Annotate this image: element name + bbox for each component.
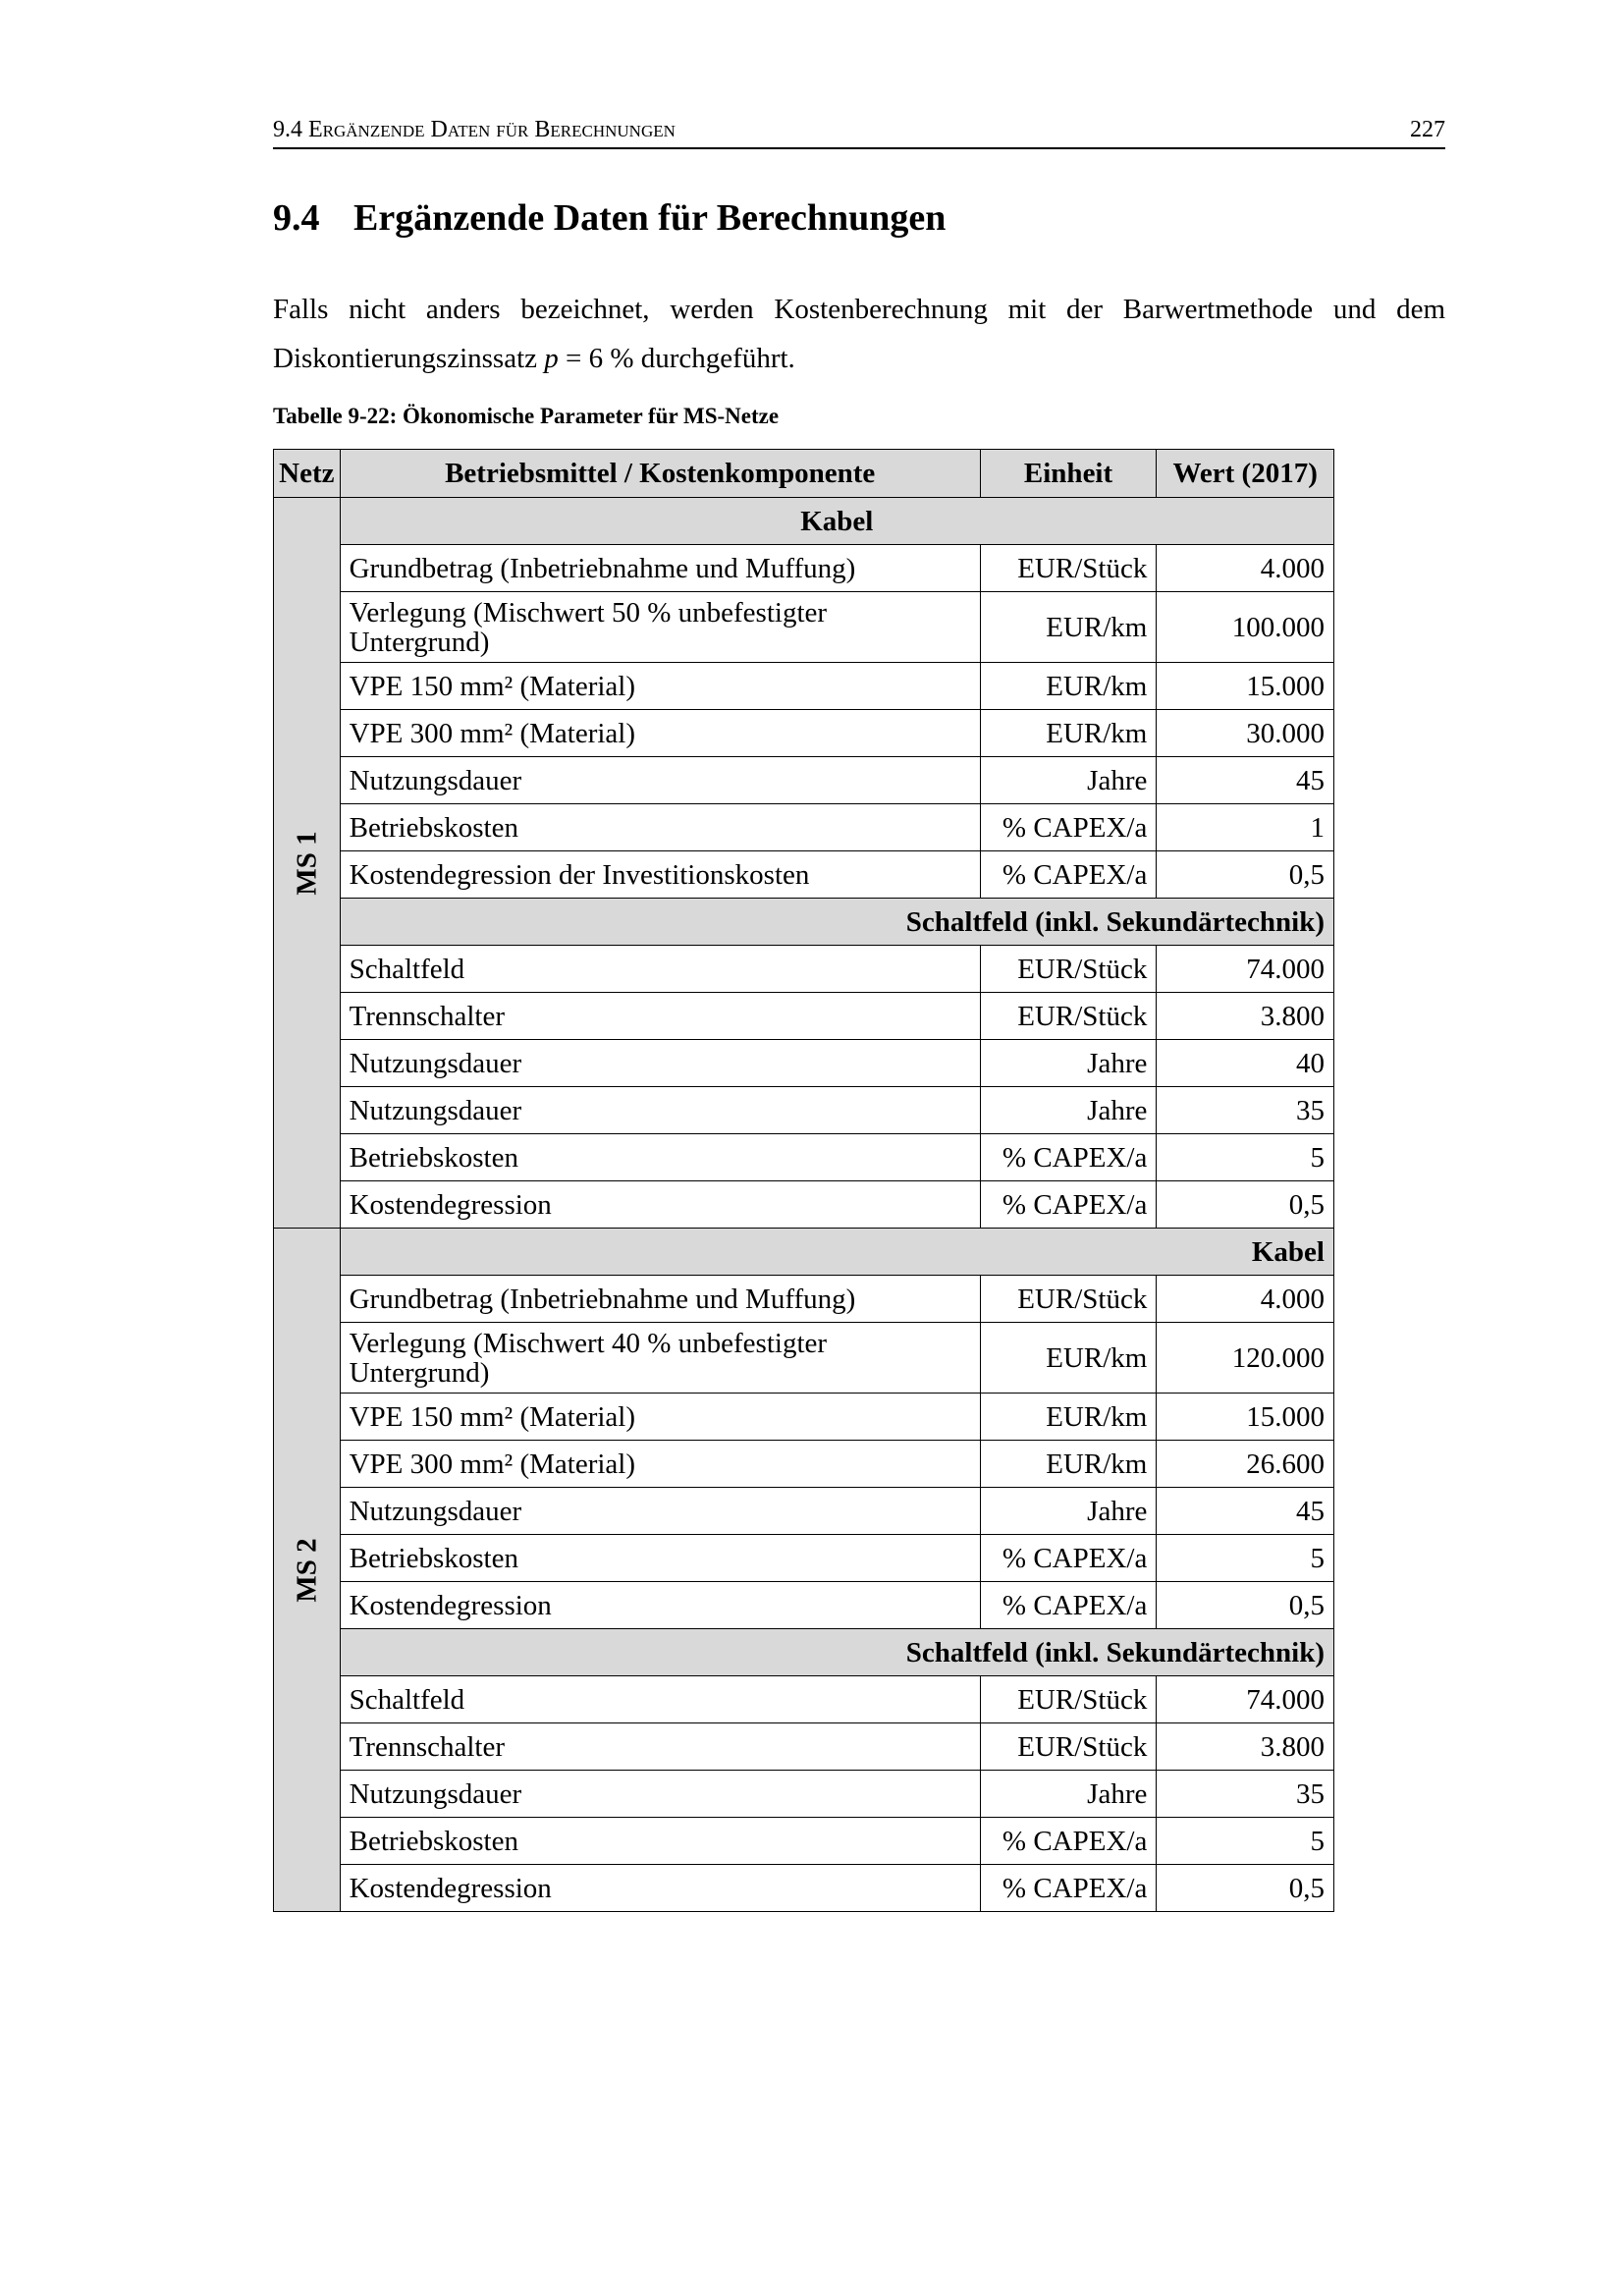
- value-cell: 4.000: [1157, 545, 1334, 592]
- component-cell: Nutzungsdauer: [340, 1040, 980, 1087]
- component-cell: Kostendegression der Investitionskosten: [340, 851, 980, 899]
- value-cell: 0,5: [1157, 1865, 1334, 1912]
- table-row: [274, 545, 1334, 592]
- paragraph-variable: p: [544, 343, 559, 374]
- section-title: Schaltfeld (inkl. Sekundärtechnik): [340, 899, 1333, 946]
- unit-cell: Jahre: [980, 1488, 1157, 1535]
- unit-cell: % CAPEX/a: [980, 1818, 1157, 1865]
- value-cell: 15.000: [1157, 1394, 1334, 1441]
- value-cell: 74.000: [1157, 946, 1334, 993]
- table-row: [274, 1441, 1334, 1488]
- running-header: [273, 110, 1445, 149]
- table-row: [274, 1323, 1334, 1394]
- value-cell: 26.600: [1157, 1441, 1334, 1488]
- netz-label: [274, 498, 341, 1229]
- table-row: [274, 1488, 1334, 1535]
- component-cell: Trennschalter: [340, 1723, 980, 1771]
- value-cell: 100.000: [1157, 592, 1334, 663]
- value-cell: 0,5: [1157, 851, 1334, 899]
- section-header-row: [274, 498, 1334, 545]
- value-cell: 0,5: [1157, 1181, 1334, 1229]
- table-row: [274, 1865, 1334, 1912]
- component-cell: Trennschalter: [340, 993, 980, 1040]
- unit-cell: EUR/km: [980, 1323, 1157, 1394]
- unit-cell: Jahre: [980, 1040, 1157, 1087]
- unit-cell: EUR/km: [980, 710, 1157, 757]
- netz-label: [274, 1229, 341, 1912]
- component-cell: Kostendegression: [340, 1865, 980, 1912]
- table-row: [274, 1723, 1334, 1771]
- unit-cell: Jahre: [980, 1087, 1157, 1134]
- unit-cell: EUR/Stück: [980, 946, 1157, 993]
- component-cell: Betriebskosten: [340, 1535, 980, 1582]
- value-cell: 30.000: [1157, 710, 1334, 757]
- paragraph-text-end: = 6 % durchgeführt.: [558, 343, 795, 374]
- table-row: [274, 710, 1334, 757]
- header-unit: Einheit: [980, 450, 1157, 498]
- table-row: [274, 804, 1334, 851]
- table-row: [274, 851, 1334, 899]
- component-cell: Kostendegression: [340, 1582, 980, 1629]
- unit-cell: % CAPEX/a: [980, 1865, 1157, 1912]
- section-header-row: [274, 899, 1334, 946]
- unit-cell: EUR/Stück: [980, 1676, 1157, 1723]
- value-cell: 5: [1157, 1818, 1334, 1865]
- component-cell: Nutzungsdauer: [340, 1771, 980, 1818]
- netz-label-text: MS 2: [291, 1537, 323, 1603]
- table-row: [274, 1535, 1334, 1582]
- component-cell: Betriebskosten: [340, 1818, 980, 1865]
- value-cell: 40: [1157, 1040, 1334, 1087]
- table-row: [274, 946, 1334, 993]
- header-netz: Netz: [274, 450, 341, 498]
- unit-cell: Jahre: [980, 1771, 1157, 1818]
- unit-cell: EUR/Stück: [980, 993, 1157, 1040]
- component-cell: Betriebskosten: [340, 1134, 980, 1181]
- unit-cell: % CAPEX/a: [980, 1582, 1157, 1629]
- unit-cell: EUR/km: [980, 592, 1157, 663]
- component-cell: VPE 150 mm² (Material): [340, 663, 980, 710]
- table-row: [274, 1181, 1334, 1229]
- component-cell: Verlegung (Mischwert 40 % unbefestigter Untergrund): [340, 1323, 980, 1394]
- unit-cell: Jahre: [980, 757, 1157, 804]
- unit-cell: EUR/km: [980, 1441, 1157, 1488]
- table-row: [274, 1040, 1334, 1087]
- table-row: [274, 1134, 1334, 1181]
- unit-cell: % CAPEX/a: [980, 1535, 1157, 1582]
- table-row: [274, 993, 1334, 1040]
- value-cell: 3.800: [1157, 993, 1334, 1040]
- table-row: [274, 663, 1334, 710]
- value-cell: 4.000: [1157, 1276, 1334, 1323]
- table-row: [274, 757, 1334, 804]
- value-cell: 1: [1157, 804, 1334, 851]
- component-cell: Nutzungsdauer: [340, 1087, 980, 1134]
- component-cell: Nutzungsdauer: [340, 757, 980, 804]
- value-cell: 3.800: [1157, 1723, 1334, 1771]
- section-title: Kabel: [340, 498, 1333, 545]
- table-row: [274, 1771, 1334, 1818]
- running-header-section: 9.4 Ergänzende Daten für Berechnungen: [273, 117, 676, 142]
- value-cell: 35: [1157, 1771, 1334, 1818]
- section-title: Ergänzende Daten für Berechnungen: [353, 197, 947, 239]
- component-cell: Betriebskosten: [340, 804, 980, 851]
- unit-cell: EUR/Stück: [980, 545, 1157, 592]
- header-component: Betriebsmittel / Kostenkomponente: [340, 450, 980, 498]
- table-row: [274, 1087, 1334, 1134]
- parameter-table: [273, 449, 1334, 1912]
- unit-cell: EUR/km: [980, 1394, 1157, 1441]
- component-cell: Grundbetrag (Inbetriebnahme und Muffung): [340, 545, 980, 592]
- value-cell: 35: [1157, 1087, 1334, 1134]
- unit-cell: EUR/Stück: [980, 1276, 1157, 1323]
- component-cell: Schaltfeld: [340, 1676, 980, 1723]
- section-title: Schaltfeld (inkl. Sekundärtechnik): [340, 1629, 1333, 1676]
- value-cell: 5: [1157, 1535, 1334, 1582]
- section-heading: [273, 196, 946, 240]
- component-cell: Schaltfeld: [340, 946, 980, 993]
- component-cell: Grundbetrag (Inbetriebnahme und Muffung): [340, 1276, 980, 1323]
- netz-label-text: MS 1: [291, 830, 323, 896]
- unit-cell: EUR/Stück: [980, 1723, 1157, 1771]
- table-row: [274, 1394, 1334, 1441]
- component-cell: VPE 300 mm² (Material): [340, 1441, 980, 1488]
- unit-cell: % CAPEX/a: [980, 804, 1157, 851]
- table-row: [274, 1582, 1334, 1629]
- value-cell: 45: [1157, 757, 1334, 804]
- table-caption: Tabelle 9-22: Ökonomische Parameter für MS-Netze: [273, 404, 780, 428]
- intro-paragraph: [273, 285, 1445, 383]
- page-number: 227: [1410, 117, 1445, 142]
- unit-cell: % CAPEX/a: [980, 851, 1157, 899]
- unit-cell: % CAPEX/a: [980, 1134, 1157, 1181]
- table-header-row: [274, 450, 1334, 498]
- header-value: Wert (2017): [1157, 450, 1334, 498]
- component-cell: VPE 150 mm² (Material): [340, 1394, 980, 1441]
- component-cell: VPE 300 mm² (Material): [340, 710, 980, 757]
- section-title: Kabel: [340, 1229, 1333, 1276]
- paragraph-text: Falls nicht anders bezeichnet, werden Kostenberechnung mit der Barwertmethode und dem Diskontierungszinssatz: [273, 294, 1445, 374]
- value-cell: 0,5: [1157, 1582, 1334, 1629]
- section-header-row: [274, 1629, 1334, 1676]
- value-cell: 120.000: [1157, 1323, 1334, 1394]
- section-header-row: [274, 1229, 1334, 1276]
- value-cell: 5: [1157, 1134, 1334, 1181]
- unit-cell: EUR/km: [980, 663, 1157, 710]
- section-number: 9.4: [273, 197, 320, 239]
- table-row: [274, 1276, 1334, 1323]
- value-cell: 74.000: [1157, 1676, 1334, 1723]
- component-cell: Kostendegression: [340, 1181, 980, 1229]
- value-cell: 45: [1157, 1488, 1334, 1535]
- component-cell: Nutzungsdauer: [340, 1488, 980, 1535]
- component-cell: Verlegung (Mischwert 50 % unbefestigter Untergrund): [340, 592, 980, 663]
- unit-cell: % CAPEX/a: [980, 1181, 1157, 1229]
- table-row: [274, 1676, 1334, 1723]
- table-row: [274, 592, 1334, 663]
- value-cell: 15.000: [1157, 663, 1334, 710]
- table-row: [274, 1818, 1334, 1865]
